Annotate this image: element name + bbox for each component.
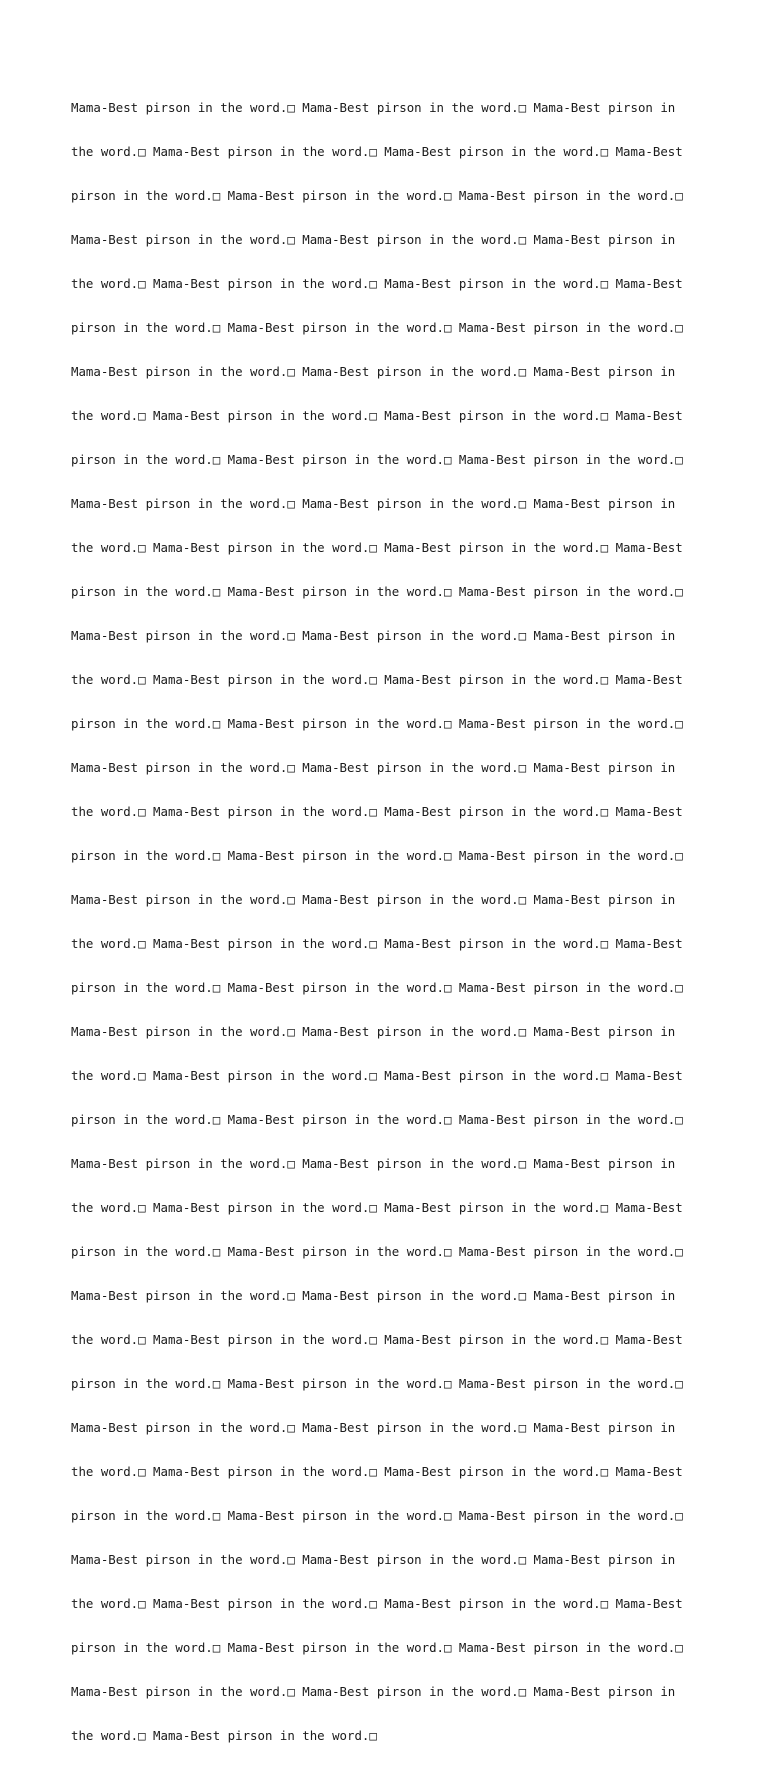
text-line: pirson in the word.□ Mama-Best pirson in the word.□ Mama-Best pirson in the word.□ <box>71 452 683 468</box>
text-line: the word.□ Mama-Best pirson in the word.□ Mama-Best pirson in the word.□ Mama-Best <box>71 804 683 820</box>
text-line: pirson in the word.□ Mama-Best pirson in the word.□ Mama-Best pirson in the word.□ <box>71 848 683 864</box>
text-line: pirson in the word.□ Mama-Best pirson in the word.□ Mama-Best pirson in the word.□ <box>71 1112 683 1128</box>
text-line: pirson in the word.□ Mama-Best pirson in the word.□ Mama-Best pirson in the word.□ <box>71 1508 683 1524</box>
text-line: Mama-Best pirson in the word.□ Mama-Best pirson in the word.□ Mama-Best pirson in <box>71 1288 676 1304</box>
text-line: the word.□ Mama-Best pirson in the word.□ Mama-Best pirson in the word.□ Mama-Best <box>71 1464 683 1480</box>
text-line: the word.□ Mama-Best pirson in the word.□ Mama-Best pirson in the word.□ Mama-Best <box>71 1068 683 1084</box>
text-line: pirson in the word.□ Mama-Best pirson in the word.□ Mama-Best pirson in the word.□ <box>71 320 683 336</box>
text-line: Mama-Best pirson in the word.□ Mama-Best pirson in the word.□ Mama-Best pirson in <box>71 628 676 644</box>
text-line: the word.□ Mama-Best pirson in the word.□ Mama-Best pirson in the word.□ Mama-Best <box>71 936 683 952</box>
text-line: the word.□ Mama-Best pirson in the word.□ Mama-Best pirson in the word.□ Mama-Best <box>71 1332 683 1348</box>
text-line: pirson in the word.□ Mama-Best pirson in the word.□ Mama-Best pirson in the word.□ <box>71 980 683 996</box>
text-line: Mama-Best pirson in the word.□ Mama-Best pirson in the word.□ Mama-Best pirson in <box>71 1024 676 1040</box>
text-line: Mama-Best pirson in the word.□ Mama-Best pirson in the word.□ Mama-Best pirson in <box>71 1552 676 1568</box>
text-line: Mama-Best pirson in the word.□ Mama-Best pirson in the word.□ Mama-Best pirson in <box>71 364 676 380</box>
text-line: Mama-Best pirson in the word.□ Mama-Best pirson in the word.□ Mama-Best pirson in <box>71 892 676 908</box>
text-line: the word.□ Mama-Best pirson in the word.□ Mama-Best pirson in the word.□ Mama-Best <box>71 1200 683 1216</box>
text-line: the word.□ Mama-Best pirson in the word.□ Mama-Best pirson in the word.□ Mama-Best <box>71 144 683 160</box>
body-text <box>71 72 701 1773</box>
text-line: pirson in the word.□ Mama-Best pirson in the word.□ Mama-Best pirson in the word.□ <box>71 1376 683 1392</box>
text-line: the word.□ Mama-Best pirson in the word.□ Mama-Best pirson in the word.□ Mama-Best <box>71 276 683 292</box>
text-line: pirson in the word.□ Mama-Best pirson in the word.□ Mama-Best pirson in the word.□ <box>71 584 683 600</box>
text-line: Mama-Best pirson in the word.□ Mama-Best pirson in the word.□ Mama-Best pirson in <box>71 1420 676 1436</box>
text-line: pirson in the word.□ Mama-Best pirson in the word.□ Mama-Best pirson in the word.□ <box>71 1640 683 1656</box>
text-line: pirson in the word.□ Mama-Best pirson in the word.□ Mama-Best pirson in the word.□ <box>71 716 683 732</box>
text-line: the word.□ Mama-Best pirson in the word.□ Mama-Best pirson in the word.□ Mama-Best <box>71 672 683 688</box>
text-line: pirson in the word.□ Mama-Best pirson in the word.□ Mama-Best pirson in the word.□ <box>71 1244 683 1260</box>
text-line: pirson in the word.□ Mama-Best pirson in the word.□ Mama-Best pirson in the word.□ <box>71 188 683 204</box>
text-line: Mama-Best pirson in the word.□ Mama-Best pirson in the word.□ Mama-Best pirson in <box>71 1684 676 1700</box>
text-line: the word.□ Mama-Best pirson in the word.□ Mama-Best pirson in the word.□ Mama-Best <box>71 408 683 424</box>
text-line: Mama-Best pirson in the word.□ Mama-Best pirson in the word.□ Mama-Best pirson in <box>71 232 676 248</box>
text-line: Mama-Best pirson in the word.□ Mama-Best pirson in the word.□ Mama-Best pirson in <box>71 760 676 776</box>
text-line: Mama-Best pirson in the word.□ Mama-Best pirson in the word.□ Mama-Best pirson in <box>71 496 676 512</box>
text-line: the word.□ Mama-Best pirson in the word.□ Mama-Best pirson in the word.□ Mama-Best <box>71 540 683 556</box>
text-line: the word.□ Mama-Best pirson in the word.□ <box>71 1728 377 1744</box>
text-line: the word.□ Mama-Best pirson in the word.□ Mama-Best pirson in the word.□ Mama-Best <box>71 1596 683 1612</box>
text-line: Mama-Best pirson in the word.□ Mama-Best pirson in the word.□ Mama-Best pirson in <box>71 1156 676 1172</box>
text-line: Mama-Best pirson in the word.□ Mama-Best pirson in the word.□ Mama-Best pirson in <box>71 100 676 116</box>
